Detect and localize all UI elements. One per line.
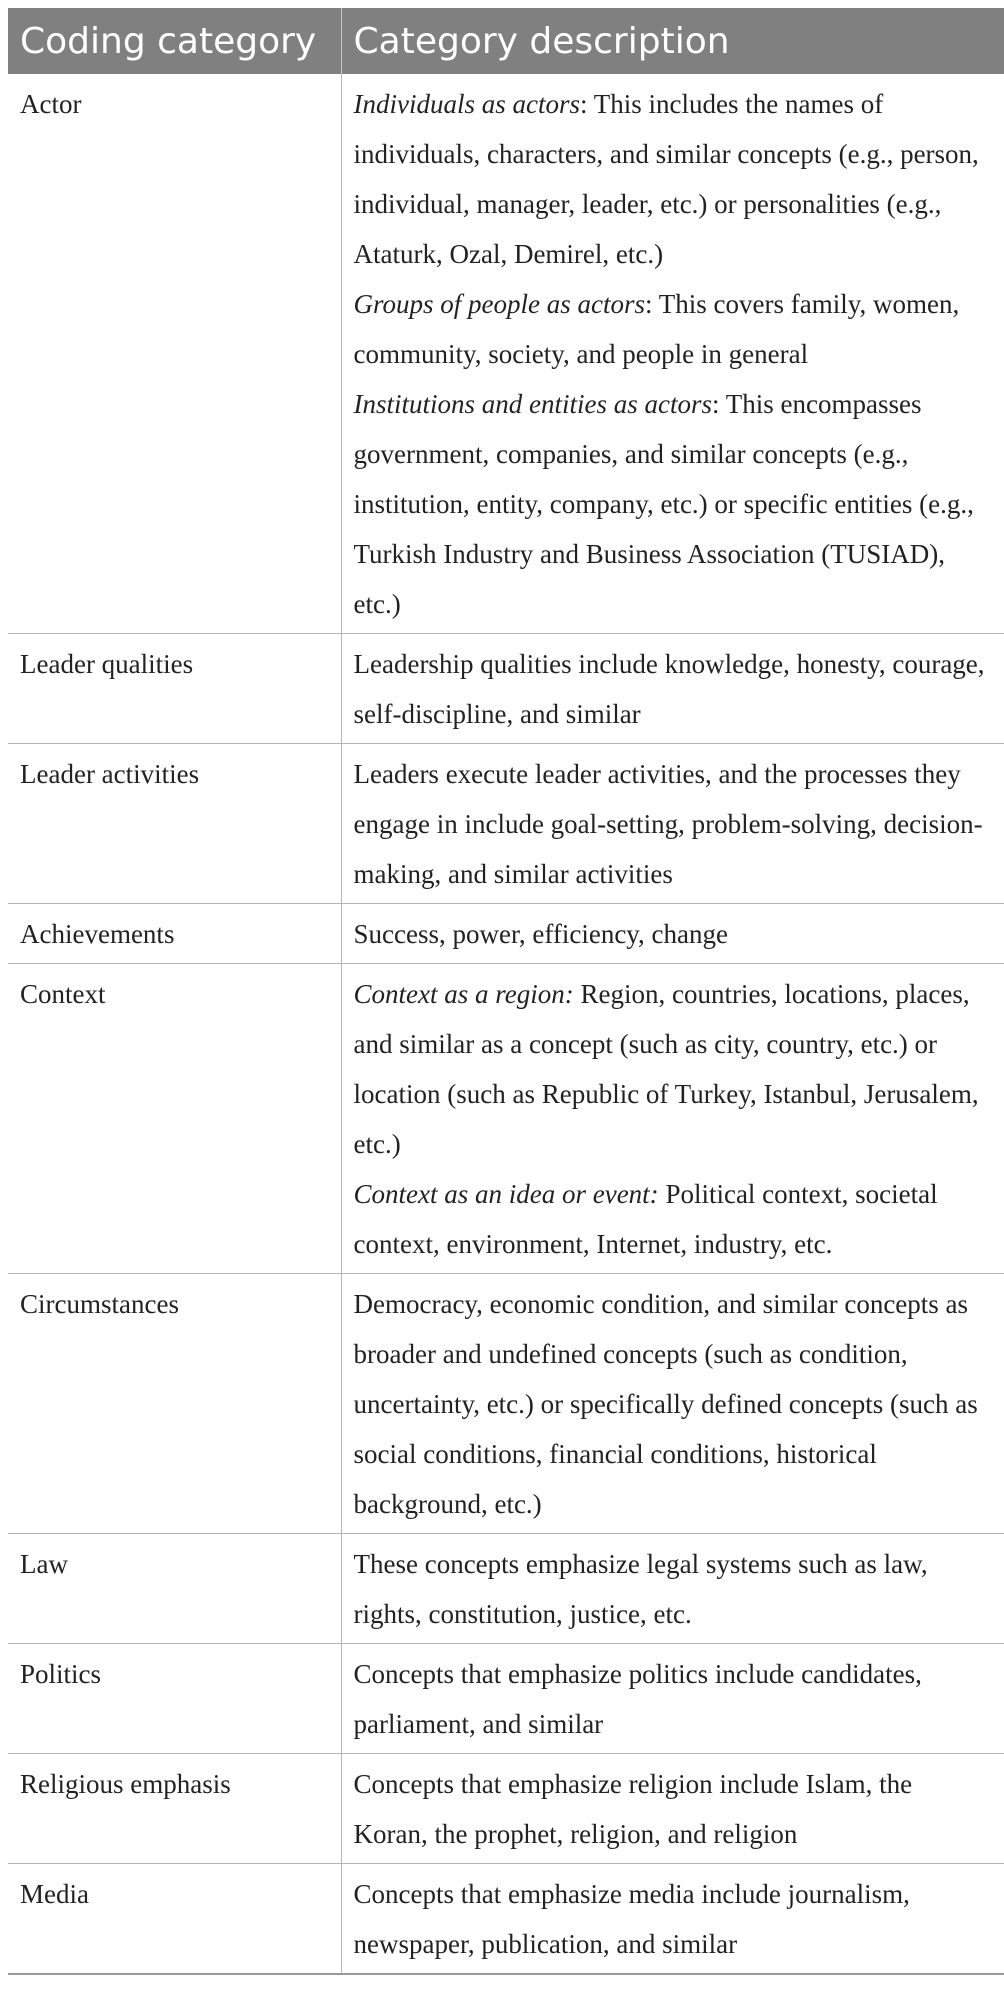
header-row <box>8 8 1004 74</box>
category-cell: Actor <box>8 74 341 634</box>
description-text: Success, power, efficiency, change <box>353 919 729 949</box>
description-text: Concepts that emphasize politics include candidates, parliament, and similar <box>353 1659 922 1739</box>
category-cell: Context <box>8 964 341 1274</box>
description-cell <box>341 964 1004 1274</box>
description-text: : This encompasses government, companies, and similar concepts (e.g., institution, entity, company, etc.) or specific entities (e.g., Turkish Industry and Business Association (TUSIAD), etc.) <box>353 389 974 619</box>
description-text: These concepts emphasize legal systems such as law, rights, constitution, justice, etc. <box>353 1549 928 1629</box>
description-paragraph <box>354 1279 987 1529</box>
category-cell: Achievements <box>8 904 341 964</box>
description-paragraph <box>354 909 987 959</box>
description-text: Leadership qualities include knowledge, honesty, courage, self-discipline, and similar <box>353 649 985 729</box>
table-row <box>8 634 1004 744</box>
category-cell: Circumstances <box>8 1274 341 1534</box>
coding-table-container <box>8 8 1004 1975</box>
description-paragraph <box>354 1869 987 1969</box>
description-text: Leaders execute leader activities, and the processes they engage in include goal-setting, problem-solving, decision-making, and similar activities <box>353 759 983 889</box>
coding-category-table <box>8 8 1004 1975</box>
description-text: : This covers family, women, community, society, and people in general <box>353 289 960 369</box>
table-row <box>8 74 1004 634</box>
category-cell: Politics <box>8 1644 341 1754</box>
header-category-description: Category description <box>341 8 1004 74</box>
category-cell: Media <box>8 1864 341 1975</box>
description-paragraph <box>354 1759 987 1859</box>
description-cell <box>341 1534 1004 1644</box>
description-text: Political context, societal context, environment, Internet, industry, etc. <box>353 1179 938 1259</box>
category-cell: Leader qualities <box>8 634 341 744</box>
description-cell <box>341 1754 1004 1864</box>
description-paragraph <box>354 1169 987 1269</box>
table-row <box>8 964 1004 1274</box>
description-text: Democracy, economic condition, and similar concepts as broader and undefined concepts (such as condition, uncertainty, etc.) or specifically defined concepts (such as social conditions, financial conditions, historical background, etc.) <box>353 1289 978 1519</box>
description-emphasis: Individuals as actors <box>353 89 580 119</box>
table-row <box>8 904 1004 964</box>
table-row <box>8 1864 1004 1975</box>
description-cell <box>341 74 1004 634</box>
description-paragraph <box>354 639 987 739</box>
description-text: Region, countries, locations, places, and similar as a concept (such as city, country, etc.) or location (such as Republic of Turkey, Istanbul, Jerusalem, etc.) <box>353 979 979 1159</box>
table-row <box>8 1644 1004 1754</box>
table-body <box>8 74 1004 1974</box>
description-paragraph <box>354 1539 987 1639</box>
description-cell <box>341 1864 1004 1975</box>
description-text: Concepts that emphasize religion include Islam, the Koran, the prophet, religion, and religion <box>353 1769 913 1849</box>
description-paragraph <box>354 279 987 379</box>
description-emphasis: Institutions and entities as actors <box>353 389 713 419</box>
description-cell <box>341 634 1004 744</box>
description-cell <box>341 1644 1004 1754</box>
description-text: Concepts that emphasize media include journalism, newspaper, publication, and similar <box>353 1879 910 1959</box>
table-row <box>8 1754 1004 1864</box>
description-paragraph <box>354 749 987 899</box>
description-emphasis: Context as a region: <box>353 979 574 1009</box>
category-cell: Leader activities <box>8 744 341 904</box>
table-row <box>8 1274 1004 1534</box>
description-text: : This includes the names of individuals, characters, and similar concepts (e.g., person, individual, manager, leader, etc.) or personalities (e.g., Ataturk, Ozal, Demirel, etc.) <box>353 89 979 269</box>
description-paragraph <box>354 1649 987 1749</box>
table-row <box>8 1534 1004 1644</box>
description-paragraph <box>354 79 987 279</box>
description-paragraph <box>354 969 987 1169</box>
table-header <box>8 8 1004 74</box>
header-coding-category: Coding category <box>8 8 341 74</box>
category-cell: Religious emphasis <box>8 1754 341 1864</box>
table-row <box>8 744 1004 904</box>
category-cell: Law <box>8 1534 341 1644</box>
description-paragraph <box>354 379 987 629</box>
description-cell <box>341 904 1004 964</box>
description-cell <box>341 744 1004 904</box>
description-emphasis: Groups of people as actors <box>353 289 645 319</box>
description-emphasis: Context as an idea or event: <box>353 1179 659 1209</box>
description-cell <box>341 1274 1004 1534</box>
